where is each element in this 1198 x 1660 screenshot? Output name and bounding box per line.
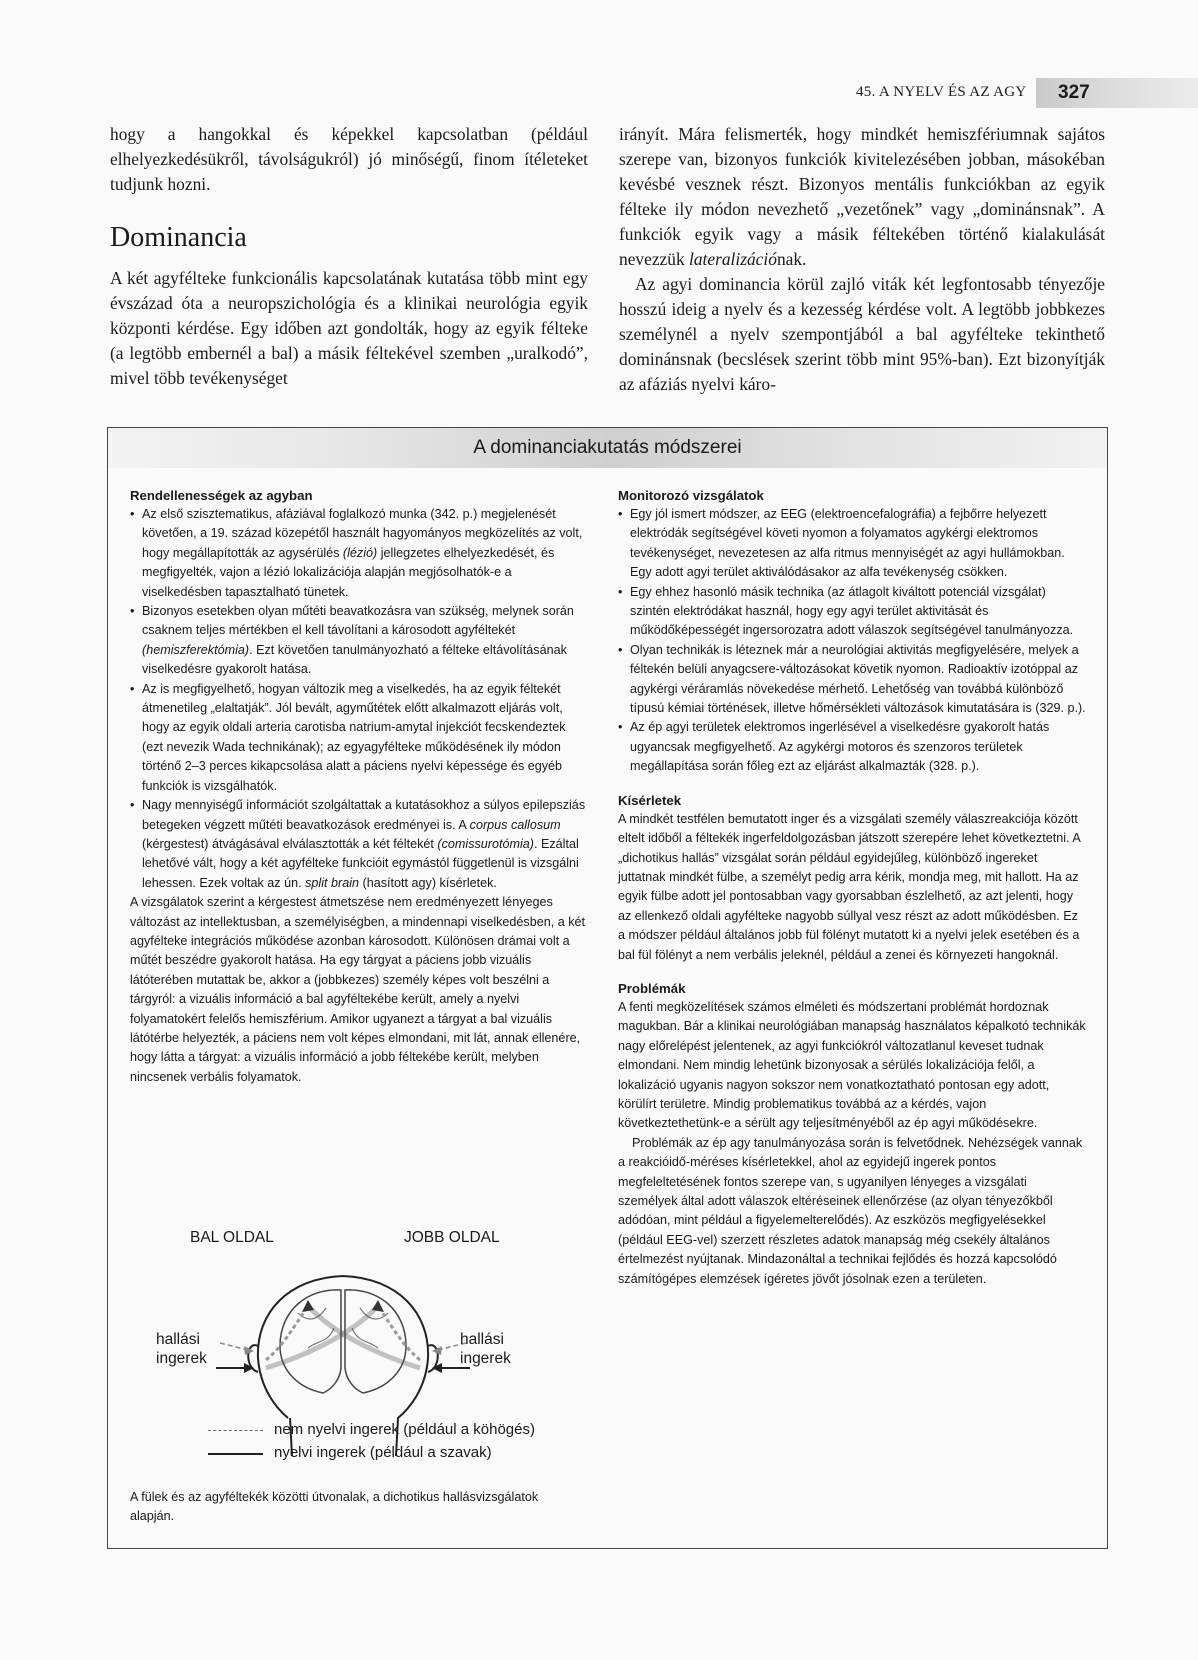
text-run: Bizonyos esetekben olyan műtéti beavatkozásra van szükség, melynek során csaknem teljes mértékben el kell távolítani a károsodott agyféltekét: [142, 604, 574, 638]
text-run: nak.: [776, 249, 807, 269]
arrow-left-nonverbal: [220, 1343, 248, 1350]
label-left-side: BAL OLDAL: [190, 1229, 274, 1246]
text-run: . Ezt követően tanulmányozható a félteke eltávolításának viselkedésre gyakorolt hatása.: [142, 642, 567, 677]
term-hemispherectomy: (hemiszferektómia): [142, 642, 250, 657]
text-run: Az első szisztematikus, afáziával foglalkozó munka (342. p.) megjelenését követően, a 19. század közepétől használt hagyományos megközelítés az volt, hogy megállapították az agysérülés: [142, 507, 583, 560]
list-item: [130, 796, 586, 893]
text-run: . Ezáltal lehetővé vált, hogy a két agyfélteke funkcióit egymástól függetlenül is vizsgálni lehessen. Ezek voltak az ún.: [142, 836, 579, 890]
legend-verbal-text: nyelvi ingerek (például a szavak): [274, 1444, 492, 1461]
intro-paragraph: hogy a hangokkal és képekkel kapcsolatban (például elhelyezkedésükről, távolságukról) jó minőségű, finom ítéleteket tudjunk hozni.: [110, 124, 588, 194]
list-item: [130, 505, 586, 602]
term-lateralization: lateralizáció: [689, 249, 777, 269]
box-title-bar: [108, 428, 1107, 468]
section-heading-dominance: Dominancia: [110, 222, 247, 253]
pathway-right-ear-to-left-hemisphere: [308, 1306, 420, 1368]
page-header: [820, 78, 1198, 108]
text-run: jellegzetes elhelyezkedését, és megfigyelték, vajon a lézió lokalizációja alapján megjósolhatók-e a viselkedésben tapasztalható tünetek.: [142, 545, 555, 599]
text-run: (kérgestest) átvágásával elválasztották a két féltekét: [142, 836, 438, 851]
legend-nonverbal-text: nem nyelvi ingerek (például a köhögés): [274, 1421, 535, 1438]
box-title: A dominanciakutatás módszerei: [473, 437, 742, 458]
pathway-left-ear-ipsilateral: [266, 1306, 308, 1360]
legend-line-dashed: [208, 1430, 263, 1431]
body-column-right: [619, 122, 1105, 397]
problems-paragraph-1: A fenti megközelítések számos elméleti és módszertani problémát hordoznak magukban. Bár a klinikai neurológiában manapság használatos képalkotó technikák nagy előrelépést jelentenek, az agyi funkciókról változatlanul keveset tudnak elmondani. Nem mindig lehetünk bizonyosak a sérülés lokalizációja felől, a lokalizáció ugyanis nagyon sokszor nem vonatkoztatható pontosan egy adott, körülírt területre. Mindig problematikus továbbá az a kérdés, vajon következtethetünk-e a sérült agy teljesítményéből az ép agyi működésekre.: [618, 999, 1086, 1131]
box-column-right: [618, 486, 1086, 1289]
heading-experiments: Kísérletek: [618, 792, 682, 808]
term-commissurotomy: (comissurotómia): [437, 836, 534, 851]
label-line: hallási: [460, 1331, 504, 1348]
text-run: Nagy mennyiségű információt szolgáltattak a kutatásokhoz a súlyos epilepsziás betegeken végzett műtéti beavatkozások eredményei is. A: [142, 798, 586, 832]
dominance-paragraph-2: Az agyi dominancia körül zajló viták két legfontosabb tényezője hosszú ideig a nyelv és a kezesség kérdése volt. A legtöbb jobbkezes személynél a nyelv szempontjából a bal agyfélteke tekinthető dominánsnak (becslések szerint több mint 95%-ban). Ezt bizonyítják az afáziás nyelvi káro-: [619, 274, 1105, 394]
heading-problems: Problémák: [618, 980, 686, 996]
list-item: • Az is megfigyelhető, hogyan változik meg a viselkedés, ha az egyik féltekét átmenetileg „elaltatják”. Jól bevált, agyműtétek előtt alkalmazott eljárás volt, hogy az egyik oldali arteria carotisba natrium-amytal injekciót fecskendeztek (ezt nevezik Wada technikának); az egyagyfélteke működésének ily módon történő 2–3 perces kikapcsolása alatt a páciens nyelvi képessége és egyéb funkciók is vizsgálhatók.: [130, 680, 586, 796]
body-column-left: [110, 122, 588, 391]
dominance-paragraph-1: A két agyfélteke funkcionális kapcsolatának kutatása több mint egy évszázad óta a neuropszichológia és a klinikai neurológia egyik központi kérdése. Egy időben azt gondolták, hogy az egyik félteke (a legtöbb embernél a bal) a másik féltekével szemben „uralkodó”, mivel több tevékenységet: [110, 268, 588, 388]
pathway-right-ear-ipsilateral: [378, 1306, 420, 1360]
problems-paragraph-2: Problémák az ép agy tanulmányozása során is felvetődnek. Nehézségek vannak a reakcióidő-méréses kísérletekkel, ahol az egyidejű ingerek pontos megfeleltetésének fontos szerepe van, s ugyanilyen lényeges a vizsgálati személyek által adott válaszok eltéréseinek ellenőrzése (az olyan tényezőkből adódóan, mint például a figyelemelterelődés). Az eszközös megfigyelésekkel (például EEG-vel) szerzett részletes adatok manapság még csekély általános értelmezést nyújtanak. Mindazonáltal a technikai fejlődés és hozzá kapcsolódó számítógépes elemzések ígéretes jövőt jósolnak ezen a területen.: [618, 1135, 1083, 1286]
monitoring-list: [618, 505, 1086, 777]
list-item: • Egy ehhez hasonló másik technika (az átlagolt kiváltott potenciál vizsgálat) szintén elektródákat használ, hogy egy agyi terület aktivitását és működőképességét ingersorozatra adott válaszok segítségével tanulmányozza.: [618, 583, 1086, 641]
label-line: hallási: [156, 1331, 200, 1348]
figure-caption: A fülek és az agyféltekék közötti útvonalak, a dichotikus hallásvizsgálatok alapján.: [130, 1490, 539, 1524]
experiments-paragraph: A mindkét testfélen bemutatott inger és a vizsgálati személy válaszreakciója között eltelt időből a féltekék ingerfeldolgozásban játszott szerepére lehet következtetni. A „dichotikus hallás” vizsgálat során például egyidejűleg, különböző ingereket juttatnak mindkét fülbe, a személyt pedig arra kérik, mondja meg, mit hallott. Ha az egyik fülbe adott jel pontosabban vagy gyorsabban észlelhető, az azt jelenti, hogy az ellenkező oldali agyfélteke nagyobb súllyal vesz részt az adott működésben. Ez a módszer például általános jobb fül fölényt mutatott ki a nyelvi jelek esetében és a bal fül fölényt a nem verbális jeleknél, például a zenei és környezeti hangoknál.: [618, 811, 1081, 962]
legend-line-solid: [208, 1453, 263, 1455]
dominance-paragraph-1-continued: [619, 122, 1105, 272]
heading-monitoring: Monitorozó vizsgálatok: [618, 488, 764, 503]
term-split-brain: split brain: [305, 875, 360, 890]
methods-box: [107, 427, 1108, 1549]
dichotic-listening-diagram: [148, 1228, 568, 1483]
text-run: irányít. Mára felismerték, hogy mindkét hemiszfériumnak sajátos szerepe van, bizonyos funkciók kivitelezésében jobban, másokéban kevésbé vesznek részt. Bizonyos mentális funkciókban az egyik félteke ily módon nevezhető „vezetőnek” vagy „dominánsnak”. A funkciók egyik vagy a másik féltekében történő kialakulását nevezzük: [619, 124, 1105, 269]
list-item: • Egy jól ismert módszer, az EEG (elektroencefalográfia) a fejbőrre helyezett elektródák segítségével követi nyomon a folyamatos agykérgi elektromos tevékenységet, nevezetesen az alfa ritmus mennyiségét az agyi hullámokban. Egy adott agyi terület aktiválódásakor az alfa tevékenység csökken.: [618, 505, 1086, 583]
heading-abnormalities: Rendellenességek az agyban: [130, 488, 313, 503]
callosum-paragraph: A vizsgálatok szerint a kérgestest átmetszése nem eredményezett lényeges változást az intellektusban, a személyiségben, a mindennapi viselkedésben, a két agyfélteke integrációs működése azonban károsodott. Különösen drámai volt a műtét beszédre gyakorolt hatása. Ha egy tárgyat a páciens jobb vizuális látóterében mutattak be, akkor a (jobbkezes) személy képes volt beszélni a tárgyról: a vizuális információ a bal agyféltekébe került, amely a nyelvi folyamatokért felelős hemiszférium. Amikor ugyanezt a tárgyat a bal vizuális látótérbe helyezték, a páciens nem volt képes elmondani, mit lát, annak ellenére, hogy látta a tárgyat: a vizuális információ a jobb féltekébe került, melyben nincsenek verbális folyamatok.: [130, 895, 586, 1084]
list-item: • Olyan technikák is léteznek már a neurológiai aktivitás megfigyelésére, melyek a féltekén belüli anyagcsere-változásokat követik nyomon. Radioaktív izotóppal az agykérgi véráramlás növekedése mérhető. Lehetőség van továbbá különböző típusú kémiai történések, illetve hőmérsékleti változások kimutatására is (329. p.).: [618, 641, 1086, 719]
box-column-left: [130, 486, 586, 1087]
term-corpus-callosum: corpus callosum: [469, 817, 561, 832]
arrowhead-right-top: [372, 1300, 384, 1312]
abnormalities-list: [130, 505, 586, 893]
list-item: [130, 602, 586, 680]
label-line: ingerek: [460, 1350, 511, 1367]
page-number: 327: [1036, 78, 1198, 108]
running-title: 45. A NYELV ÉS AZ AGY: [856, 84, 1027, 100]
label-line: ingerek: [156, 1350, 207, 1367]
brain-folds: [298, 1308, 388, 1348]
label-auditory-stimuli-right: [460, 1330, 511, 1368]
label-right-side: JOBB OLDAL: [404, 1229, 500, 1246]
arrowhead-left-top: [302, 1300, 314, 1312]
label-auditory-stimuli-left: [156, 1330, 207, 1368]
text-run: (hasított agy) kísérletek.: [359, 875, 497, 890]
pathway-left-ear-to-right-hemisphere: [266, 1306, 378, 1368]
list-item: • Az ép agyi területek elektromos ingerlésével a viselkedésre gyakorolt hatás ugyancsak megfigyelhető. Az agykérgi motoros és szenzoros területek megállapítása során főleg ezt az eljárást alkalmazták (328. p.).: [618, 718, 1086, 776]
term-lesion: (lézió): [342, 545, 378, 560]
